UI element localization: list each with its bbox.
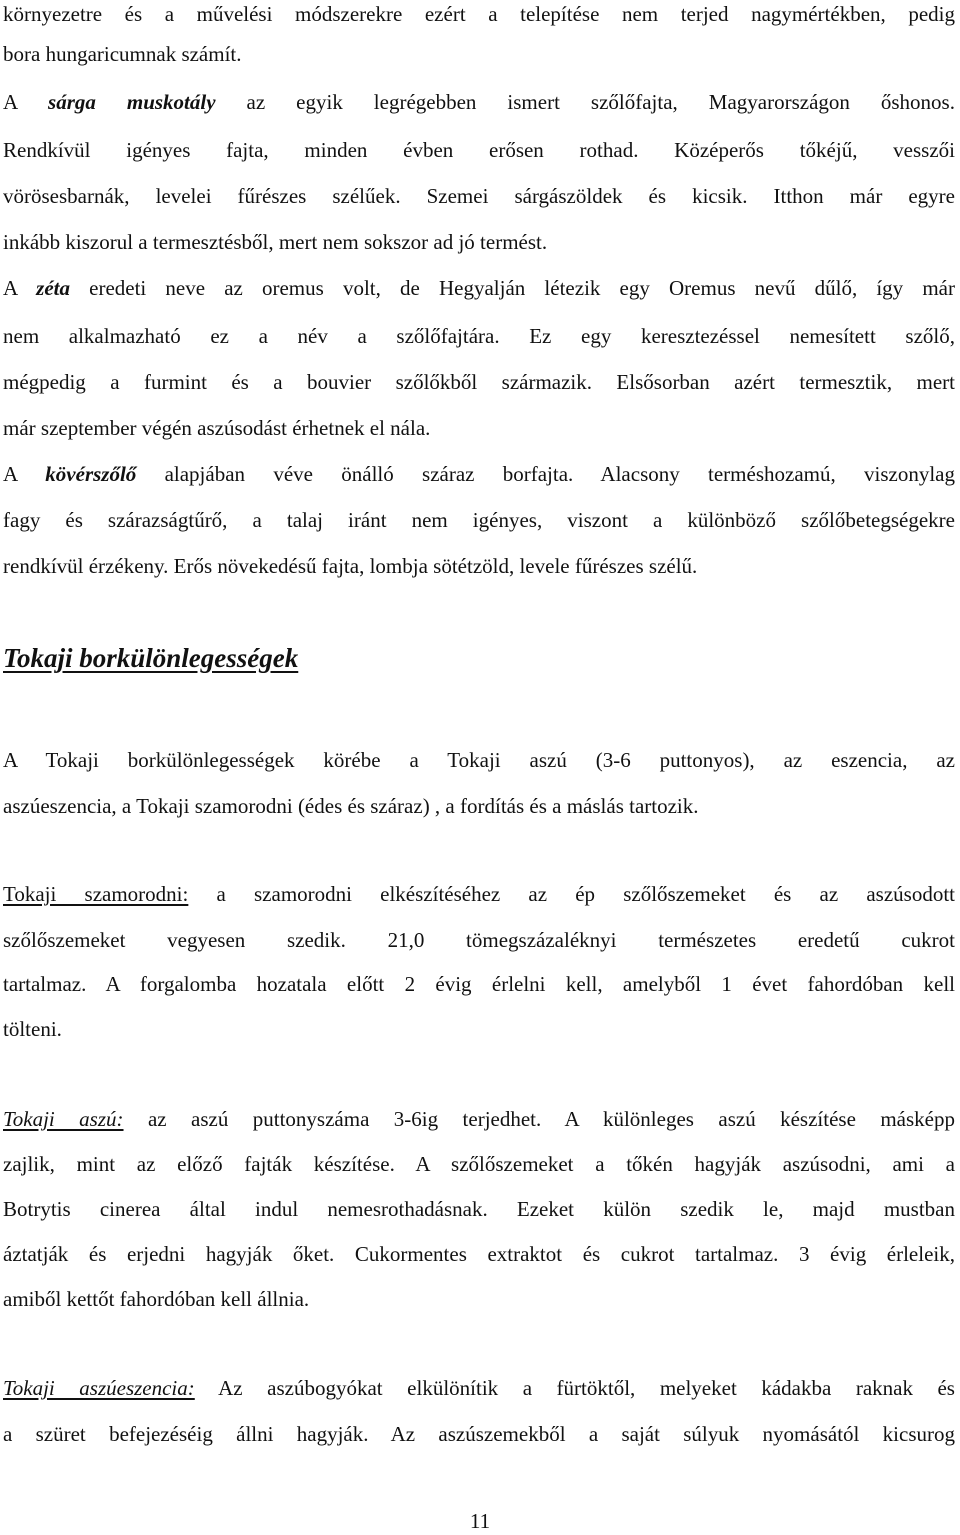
paragraph-line	[3, 1015, 955, 1043]
text-span: az egyik legrégebben ismert szőlőfajta, Magyarországon őshonos.	[215, 90, 955, 114]
text-span: Botrytis cinerea által indul nemesrothadásnak. Ezeket külön szedik le, majd mustban	[3, 1197, 955, 1221]
text-span: eredeti neve az oremus volt, de Hegyalján létezik egy Oremus nevű dűlő, így már	[69, 276, 955, 300]
text-span: zajlik, mint az előző fajták készítése. A szőlőszemeket a tőkén hagyják aszúsodni, ami a	[3, 1152, 955, 1176]
paragraph-line	[3, 1105, 955, 1133]
text-span: rendkívül érzékeny. Erős növekedésű fajta, lombja sötétzöld, levele fűrészes szélű.	[3, 554, 698, 578]
paragraph-line	[3, 228, 955, 256]
paragraph-line	[3, 1150, 955, 1178]
text-span: a szüret befejezéséig állni hagyják. Az aszúszemekből a saját súlyuk nyomásától kicsurog	[3, 1422, 955, 1446]
definition-term: Tokaji szamorodni:	[3, 882, 189, 906]
paragraph-line	[3, 460, 955, 488]
paragraph-line	[3, 368, 955, 396]
paragraph-line	[3, 880, 955, 908]
definition-term: Tokaji aszú:	[3, 1107, 124, 1131]
grape-variety-term: kövérszőlő	[45, 462, 137, 486]
paragraph-line	[3, 182, 955, 210]
text-span: tartalmaz. A forgalomba hozatala előtt 2 évig érlelni kell, amelyből 1 évet fahordóban kell	[3, 972, 955, 996]
text-span: áztatják és erjedni hagyják őket. Cukormentes extraktot és cukrot tartalmaz. 3 évig érleleik,	[3, 1242, 955, 1266]
paragraph-line	[3, 414, 955, 442]
paragraph-line	[3, 88, 955, 116]
paragraph-line	[3, 746, 955, 774]
text-span: nem alkalmazható ez a név a szőlőfajtára. Ez egy keresztezéssel nemesített szőlő,	[3, 324, 955, 348]
grape-variety-term: sárga muskotály	[48, 90, 216, 114]
paragraph-line	[3, 40, 955, 68]
paragraph-line	[3, 1240, 955, 1268]
text-span: mégpedig a furmint és a bouvier szőlőkből származik. Elsősorban azért termesztik, mert	[3, 370, 955, 394]
paragraph-line	[3, 926, 955, 954]
paragraph-line	[3, 792, 955, 820]
text-span: szőlőszemeket vegyesen szedik. 21,0 tömegszázaléknyi természetes eredetű cukrot	[3, 928, 955, 952]
paragraph-line	[3, 322, 955, 350]
text-span: Az aszúbogyókat elkülönítik a fürtöktől, melyeket kádakba raknak és	[194, 1376, 955, 1400]
text-span: A	[3, 462, 46, 486]
section-heading: Tokaji borkülönlegességek	[3, 643, 299, 673]
paragraph-line	[3, 1195, 955, 1223]
paragraph-line	[3, 136, 955, 164]
text-span: aszúeszencia, a Tokaji szamorodni (édes és száraz) , a fordítás és a máslás tartozik.	[3, 794, 699, 818]
text-span: vörösesbarnák, levelei fűrészes szélűek. Szemei sárgászöldek és kicsik. Itthon már egyre	[3, 184, 955, 208]
grape-variety-term: zéta	[36, 276, 70, 300]
paragraph-line	[3, 274, 955, 302]
text-span: fagy és szárazságtűrő, a talaj iránt nem igényes, viszont a különböző szőlőbetegségekre	[3, 508, 955, 532]
paragraph-line	[3, 0, 955, 28]
text-span: Rendkívül igényes fajta, minden évben erősen rothad. Középerős tőkéjű, vesszői	[3, 138, 955, 162]
paragraph-line	[3, 1420, 955, 1448]
paragraph-line	[3, 552, 955, 580]
text-span: A Tokaji borkülönlegességek körébe a Tokaji aszú (3-6 puttonyos), az eszencia, az	[3, 748, 955, 772]
paragraph-line	[3, 1374, 955, 1402]
text-span: már szeptember végén aszúsodást érhetnek el nála.	[3, 416, 431, 440]
paragraph-line	[3, 1285, 955, 1313]
text-span: A	[3, 276, 37, 300]
text-span: A	[3, 90, 49, 114]
paragraph-line	[3, 506, 955, 534]
text-span: tölteni.	[3, 1017, 62, 1041]
page-number: 11	[469, 1509, 491, 1533]
text-span: amiből kettőt fahordóban kell állnia.	[3, 1287, 310, 1311]
paragraph-line	[3, 970, 955, 998]
text-span: inkább kiszorul a termesztésből, mert nem sokszor ad jó termést.	[3, 230, 548, 254]
text-span: alapjában véve önálló száraz borfajta. Alacsony terméshozamú, viszonylag	[136, 462, 955, 486]
text-span: a szamorodni elkészítéséhez az ép szőlőszemeket és az aszúsodott	[188, 882, 955, 906]
text-span: bora hungaricumnak számít.	[3, 42, 242, 66]
text-span: környezetre és a művelési módszerekre ezért a telepítése nem terjed nagymértékben, pedig	[3, 2, 955, 26]
definition-term: Tokaji aszúeszencia:	[3, 1376, 195, 1400]
text-span: az aszú puttonyszáma 3-6ig terjedhet. A különleges aszú készítése másképp	[123, 1107, 955, 1131]
